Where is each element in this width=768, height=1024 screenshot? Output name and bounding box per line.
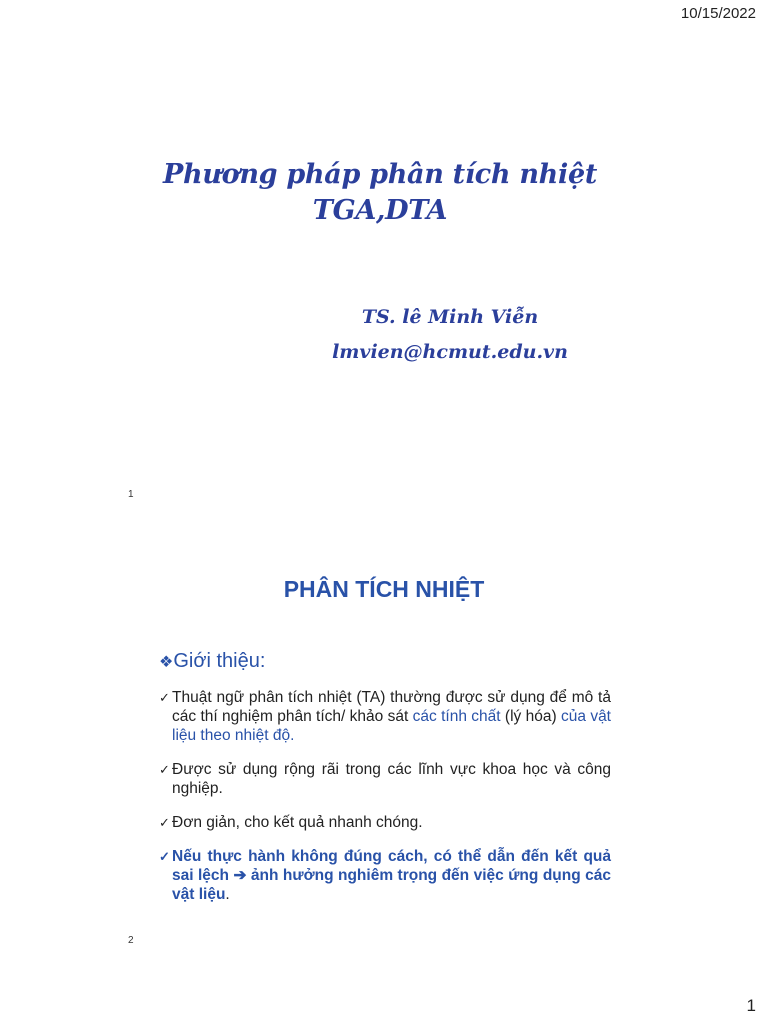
checkmark-icon: ✓ (159, 762, 170, 777)
bullet1-end: . (290, 727, 295, 744)
section-title-text: Giới thiệu: (173, 650, 266, 672)
diamond-bullet-icon: ❖ (159, 654, 174, 671)
bullet1-highlight-properties: các tính chất (412, 708, 501, 725)
bullet1-highlight-temperature: của vật liệu theo nhiệt độ (172, 708, 611, 744)
list-item (159, 760, 611, 798)
author-name: TS. lê Minh Viễn (361, 306, 539, 328)
slide1-number: 1 (128, 489, 134, 500)
bullet1-text: Thuật ngữ phân tích nhiệt (TA) thường được sử dụng để mô tả các thí nghiệm phân tích/ khảo sát (172, 689, 611, 725)
bullet-list (159, 688, 611, 919)
bullet4-end: . (225, 886, 230, 903)
list-item (159, 813, 611, 832)
checkmark-icon: ✓ (159, 815, 170, 830)
bullet1-text-mid: (lý hóa) (500, 708, 561, 725)
section-title (159, 650, 265, 673)
slide1-title-line1: Phương pháp phân tích nhiệt (162, 159, 598, 190)
slide2-heading: PHÂN TÍCH NHIỆT (283, 576, 485, 602)
bullet3-text: Đơn giản, cho kết quả nhanh chóng. (172, 814, 423, 831)
bullet2-text: Được sử dụng rộng rãi trong các lĩnh vực khoa học và công nghiệp. (172, 761, 611, 797)
slide2-number: 2 (128, 935, 134, 946)
slide1-title-line2: TGA,DTA (312, 195, 448, 226)
slide1-title (130, 157, 630, 229)
page-number: 1 (746, 996, 756, 1015)
author-email: lmvien@hcmut.edu.vn (332, 341, 568, 363)
list-item (159, 688, 611, 745)
list-item (159, 847, 611, 904)
bullet4-text: Nếu thực hành không đúng cách, có thể dẫn đến kết quả sai lệch ➔ ảnh hưởng nghiêm trọng đến việc ứng dụng các vật liệu (172, 848, 611, 903)
checkmark-icon: ✓ (159, 849, 170, 864)
print-date: 10/15/2022 (680, 5, 756, 22)
checkmark-icon: ✓ (159, 690, 170, 705)
